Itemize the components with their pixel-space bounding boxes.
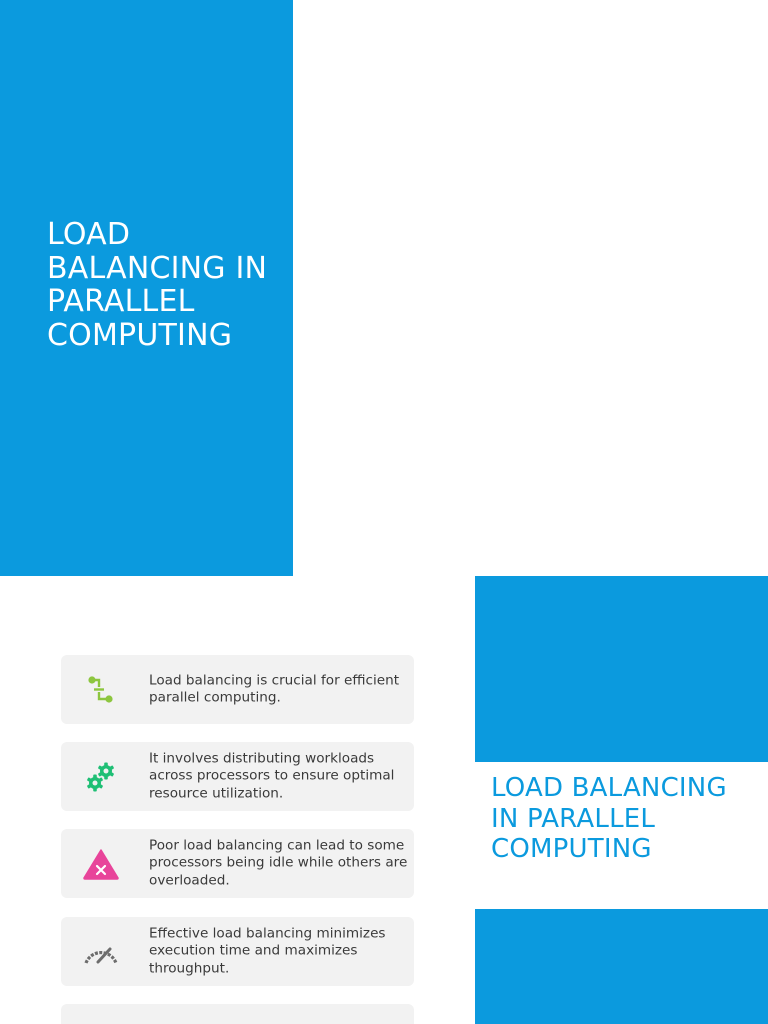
accent-block-bottom xyxy=(475,909,768,1024)
card-text: Effective load balancing minimizes execution time and maximizes throughput. xyxy=(149,925,386,977)
info-card xyxy=(61,742,414,811)
speedometer-icon xyxy=(81,932,121,972)
flow-connector-icon xyxy=(81,670,121,710)
info-card xyxy=(61,829,414,898)
info-card xyxy=(61,917,414,986)
warning-triangle-x-icon xyxy=(81,844,121,884)
slide-title-secondary: LOAD BALANCING IN PARALLEL COMPUTING xyxy=(491,773,727,864)
title-panel xyxy=(0,0,293,576)
info-card xyxy=(61,655,414,724)
accent-block-top xyxy=(475,576,768,762)
card-text: Poor load balancing can lead to some processors being idle while others are overloaded. xyxy=(149,837,408,889)
gears-icon xyxy=(81,757,121,797)
slide-title: LOAD BALANCING IN PARALLEL COMPUTING xyxy=(47,217,268,353)
card-text: Load balancing is crucial for efficient parallel computing. xyxy=(149,671,400,706)
info-card xyxy=(61,1004,414,1024)
card-text: It involves distributing workloads across processors to ensure optimal resource utilization. xyxy=(149,750,395,802)
